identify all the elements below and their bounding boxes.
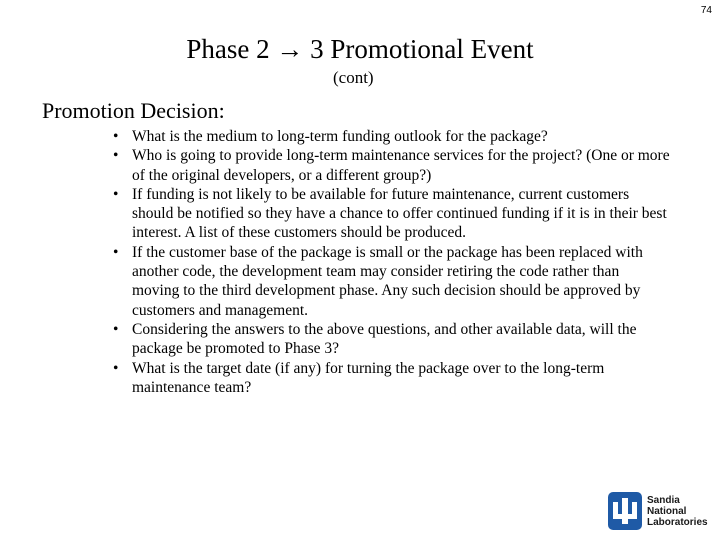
- bullet-icon: •: [113, 359, 119, 377]
- thunderbird-icon: [608, 492, 642, 530]
- logo-text: [647, 495, 708, 528]
- logo-line-2: National: [647, 505, 687, 517]
- bullet-item: [110, 185, 670, 243]
- bullet-item: [110, 146, 670, 185]
- bullet-text: What is the target date (if any) for turning the package over to the long-term maintenance team?: [132, 359, 605, 396]
- bullet-text: What is the medium to long-term funding outlook for the package?: [132, 128, 548, 145]
- section-heading: Promotion Decision:: [42, 98, 225, 123]
- logo-stem: [622, 498, 628, 524]
- slide-title: Phase 2 → 3 Promotional Event: [186, 34, 534, 64]
- bullet-item: [110, 359, 670, 398]
- bullet-text: If funding is not likely to be available for future maintenance, current customers should be notified so they have a chance to offer continued funding if it is in their best interest. A list of these customers should be produced.: [132, 185, 667, 242]
- page-number: 74: [700, 5, 712, 16]
- bullet-item: [110, 127, 670, 146]
- bullet-list: [110, 127, 670, 397]
- bullet-icon: •: [113, 320, 119, 338]
- sandia-logo: [608, 492, 708, 530]
- logo-line-1: Sandia: [647, 494, 680, 506]
- bullet-text: If the customer base of the package is small or the package has been replaced with another code, the development team may consider retiring the code rather than moving to the third development phase. Any such decision should be approved by customers and management.: [132, 243, 643, 319]
- bullet-item: [110, 320, 670, 359]
- bullet-icon: •: [113, 147, 119, 165]
- bullet-text: Considering the answers to the above questions, and other available data, will the package be promoted to Phase 3?: [132, 320, 637, 358]
- slide-subtitle: (cont): [333, 68, 374, 87]
- bullet-icon: •: [113, 128, 119, 145]
- bullet-icon: •: [113, 185, 119, 203]
- bullet-text: Who is going to provide long-term maintenance services for the project? (One or more of the original developers, or a different group?): [132, 147, 670, 184]
- bullet-item: [110, 243, 670, 320]
- logo-line-3: Laboratories: [647, 516, 708, 528]
- bullet-icon: •: [113, 243, 119, 261]
